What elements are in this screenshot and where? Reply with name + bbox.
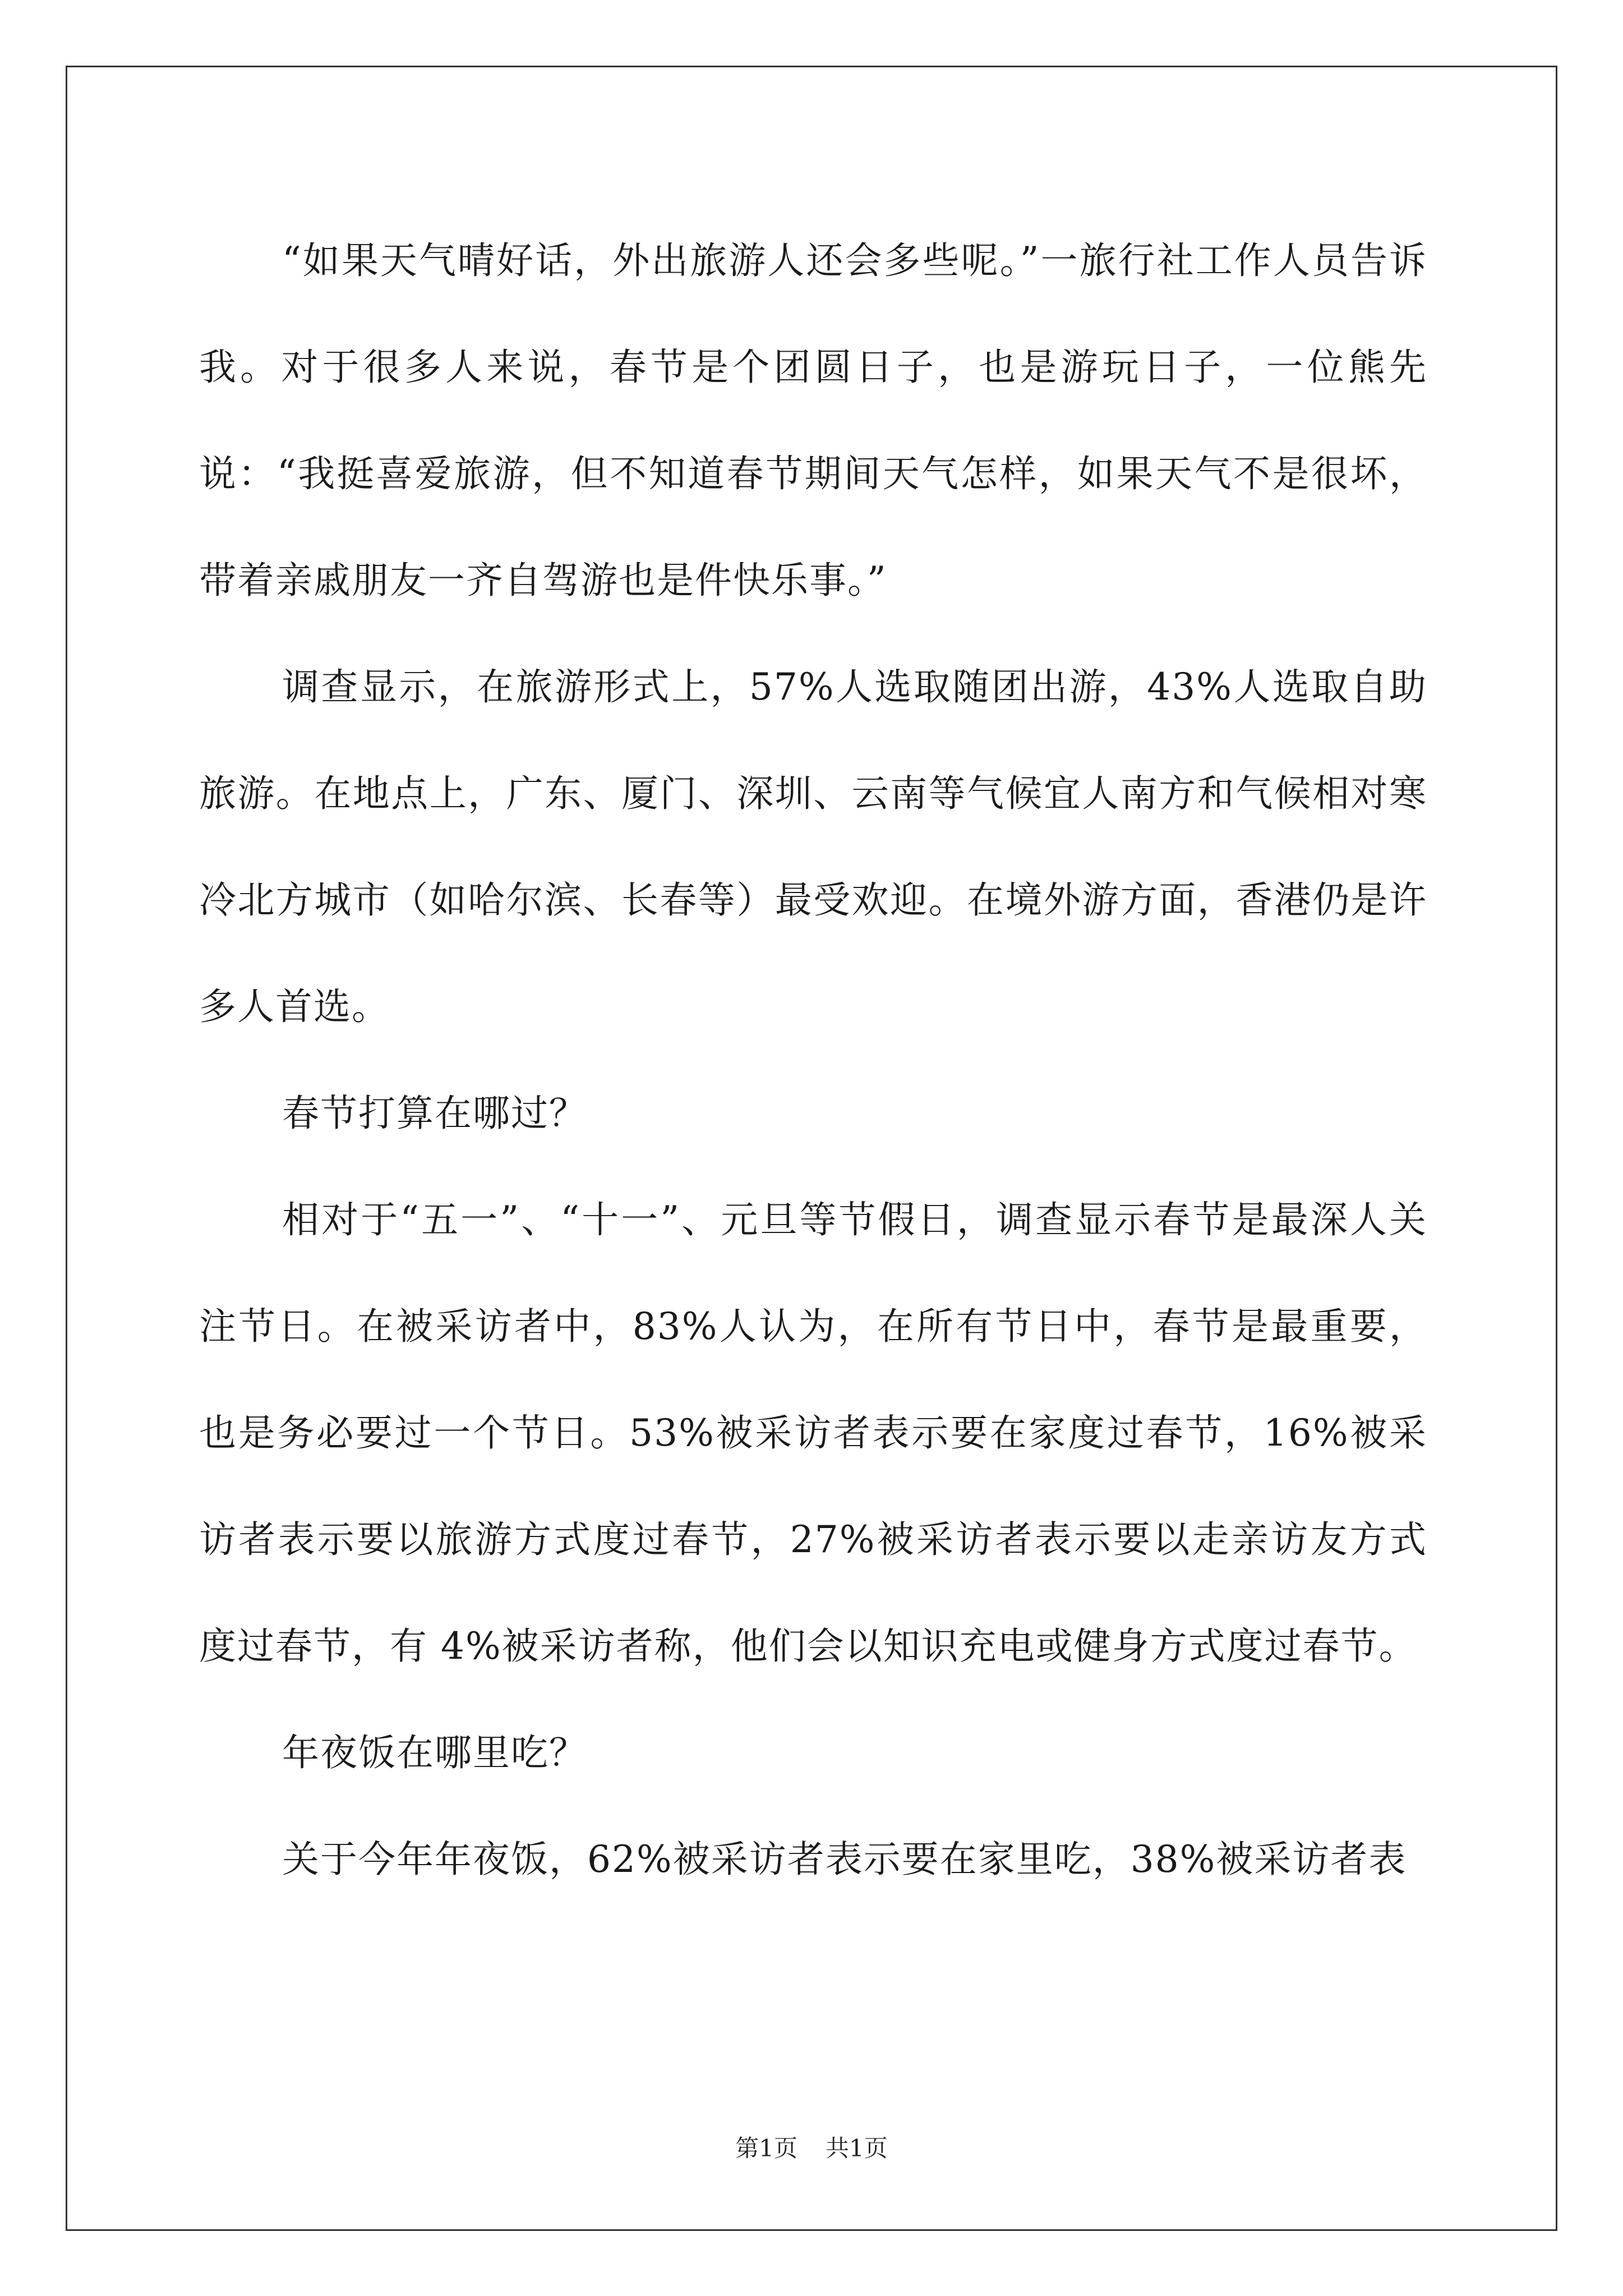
document-body: [199, 208, 1427, 1913]
paragraph-survey-festival: 相对于“五一”、“十一”、元旦等节假日，调查显示春节是最深人关注节日。在被采访者中，83%人认为，在所有节日中，春节是最重要，也是务必要过一个节日。53%被采访者表示要在家度过春节，16%被采访者表示要以旅游方式度过春节，27%被采访者表示要以走亲访友方式度过春节，有 4%被采访者称，他们会以知识充电或健身方式度过春节。: [199, 1198, 1427, 1668]
paragraph-survey-travel: 调查显示，在旅游形式上，57%人选取随团出游，43%人选取自助旅游。在地点上，广东、厦门、深圳、云南等气候宜人南方和气候相对寒冷北方城市（如哈尔滨、长春等）最受欢迎。在境外游方面，香港仍是许多人首选。: [199, 665, 1427, 1028]
section-heading-where-spend: 春节打算在哪过？: [282, 1092, 587, 1135]
page-footer: [0, 2132, 1623, 2165]
page-number-total: 共1页: [826, 2134, 888, 2162]
paragraph-travel-quote: “如果天气晴好话，外出旅游人还会多些呢。”一旅行社工作人员告诉我。对于很多人来说，春节是个团圆日子，也是游玩日子，一位熊先说：“我挺喜爱旅游，但不知道春节期间天气怎样，如果天气不是很坏，带着亲戚朋友一齐自驾游也是件快乐事。”: [199, 239, 1427, 602]
paragraph-dinner: 关于今年年夜饭，62%被采访者表示要在家里吃，38%被采访者表: [282, 1838, 1407, 1881]
page-number-current: 第1页: [735, 2134, 797, 2162]
section-heading-dinner: 年夜饭在哪里吃？: [282, 1731, 587, 1774]
